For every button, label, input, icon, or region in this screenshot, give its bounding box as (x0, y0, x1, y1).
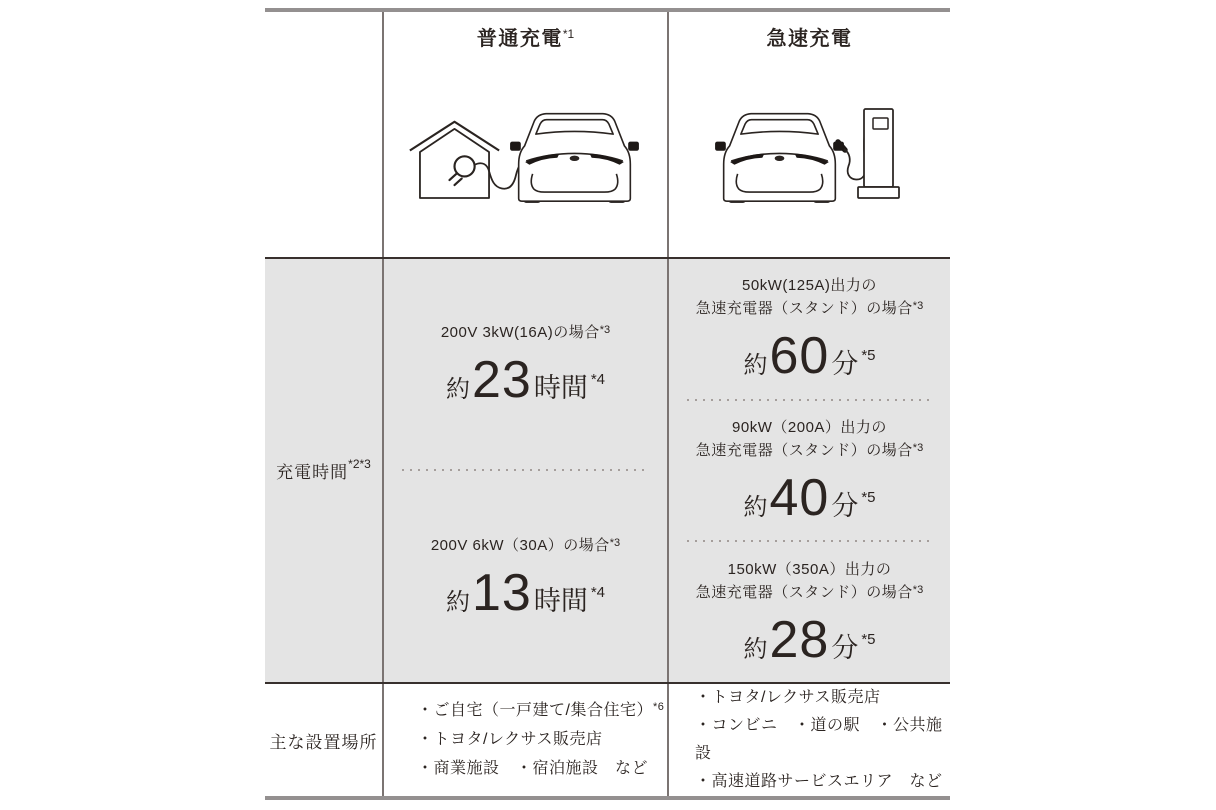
footnote-marker: *6 (652, 700, 665, 713)
location-item: ・商業施設 ・宿泊施設 など (417, 759, 649, 777)
footnote-marker: *5 (861, 347, 876, 365)
column-title-rapid (669, 12, 950, 51)
header-row (265, 12, 950, 257)
footnote-marker: *5 (861, 488, 876, 506)
home-charging-illustration (404, 95, 646, 208)
header-cell-rapid-charging (667, 12, 950, 257)
time-case-rapid-150kw (669, 542, 950, 682)
house-icon (410, 122, 499, 198)
footnote-marker: *4 (590, 371, 606, 389)
footnote-marker: *3 (912, 441, 924, 454)
location-item: ・高速道路サービスエリア など (695, 773, 943, 790)
time-value: 約 40 分 *5 (743, 468, 876, 527)
locations-row (265, 684, 950, 796)
time-condition: 200V 6kW（30A）の場合$^{*3}$ (430, 536, 621, 554)
footnote-marker: *2*3 (348, 457, 371, 472)
car-front-icon (715, 114, 844, 203)
column-title-normal (384, 12, 667, 51)
charging-cable (844, 134, 866, 180)
locations-label-text: 主な設置場所 (269, 732, 378, 752)
locations-cell-normal (382, 684, 667, 796)
time-value: 約 28 分 *5 (743, 610, 876, 669)
time-condition: 150kW（350A）出力の 急速充電器（スタンド）の場合$^{*3}$ (695, 560, 924, 601)
footnote-marker: *1 (562, 27, 575, 41)
charge-time-cell-normal (382, 259, 667, 682)
location-item: ・コンビニ ・道の駅 ・公共施設 (695, 717, 943, 762)
time-condition: 90kW（200A）出力の 急速充電器（スタンド）の場合$^{*3}$ (695, 418, 924, 459)
footnote-marker: *5 (861, 630, 876, 648)
footnote-marker: *3 (912, 583, 924, 596)
locations-cell-rapid (667, 684, 950, 796)
time-value: 約 60 分 *5 (743, 327, 876, 386)
location-item: ・トヨタ/レクサス販売店 (695, 689, 881, 706)
footnote-marker: *3 (609, 536, 621, 549)
footnote-marker: *3 (599, 324, 611, 337)
footnote-marker: *4 (590, 583, 606, 601)
location-item: ・ご自宅（一戸建て/集合住宅）$^{*6}$ (417, 700, 665, 719)
locations-row-label (265, 684, 382, 796)
car-front-icon (510, 114, 639, 203)
column-title-rapid-text: 急速充電 (766, 28, 853, 50)
charge-time-cell-rapid (667, 259, 950, 682)
time-case-rapid-50kw (669, 259, 950, 399)
time-case-rapid-90kw (669, 401, 950, 541)
time-case-normal-6kw (384, 471, 667, 682)
time-value: 約 13 時間 *4 (445, 563, 606, 622)
comparison-table (265, 8, 950, 800)
header-cell-normal-charging (382, 12, 667, 257)
charge-time-row (265, 257, 950, 684)
time-condition: 50kW(125A)出力の 急速充電器（スタンド）の場合$^{*3}$ (695, 277, 924, 318)
location-list-normal (384, 684, 667, 796)
time-value: 約 23 時間 *4 (445, 351, 606, 410)
time-case-normal-3kw (384, 259, 667, 470)
column-title-normal-text: 普通充電 (476, 28, 563, 50)
station-charging-illustration (713, 95, 910, 208)
charge-time-label-text: 充電時間 (276, 462, 349, 482)
charge-time-row-label (265, 259, 382, 682)
header-empty-cell (265, 12, 382, 257)
footnote-marker: *3 (912, 300, 924, 313)
location-item: ・トヨタ/レクサス販売店 (417, 730, 603, 748)
time-condition: 200V 3kW(16A)の場合$^{*3}$ (440, 324, 611, 342)
charging-station-icon (858, 109, 899, 198)
location-list-rapid (669, 684, 950, 796)
